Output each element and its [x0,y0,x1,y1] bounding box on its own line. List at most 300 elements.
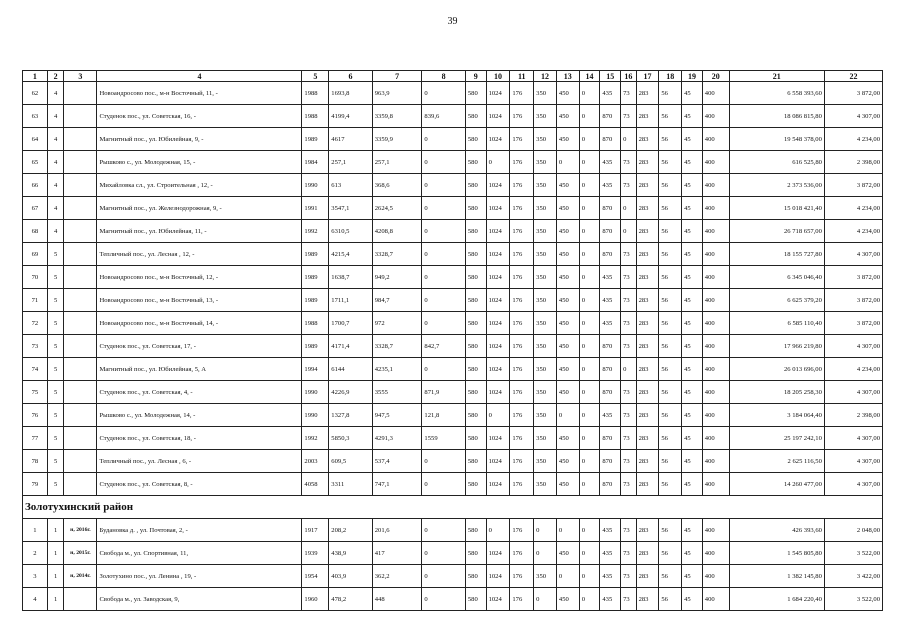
table-cell: 73 [621,450,637,473]
table-cell: 1 [47,565,64,588]
table-cell: 1989 [302,266,329,289]
table-cell: 4617 [329,128,372,151]
column-header: 16 [621,71,637,82]
table-cell: 56 [659,358,682,381]
table-cell: 67 [23,197,48,220]
table-cell: 450 [556,174,579,197]
table-cell: 3 872,00 [824,266,882,289]
table-cell: 450 [556,381,579,404]
table-cell: 56 [659,151,682,174]
table-cell: 1990 [302,174,329,197]
table-cell: 0 [422,197,465,220]
table-cell: 0 [579,404,600,427]
column-header: 3 [64,71,97,82]
table-cell: 73 [621,542,637,565]
table-cell: 350 [534,335,557,358]
table-cell: 73 [621,151,637,174]
table-cell: 2624,5 [372,197,422,220]
table-cell: 0 [486,151,510,174]
table-cell: 73 [621,266,637,289]
table-row [23,565,883,588]
table-cell: 400 [702,473,729,496]
table-cell: 283 [636,450,659,473]
table-cell: 350 [534,151,557,174]
table-cell: 580 [465,358,486,381]
table-cell: 4235,1 [372,358,422,381]
table-cell: 176 [510,312,534,335]
table-cell: 450 [556,289,579,312]
table-cell: 45 [682,588,703,611]
table-cell: 1024 [486,542,510,565]
table-cell [64,588,97,611]
table-cell: 4 [47,105,64,128]
table-cell: 45 [682,358,703,381]
table-cell: 176 [510,519,534,542]
table-cell: 2 398,00 [824,404,882,427]
table-cell: 17 966 219,80 [729,335,824,358]
table-row [23,450,883,473]
table-cell: 56 [659,128,682,151]
table-cell: 1024 [486,381,510,404]
table-cell: 1991 [302,197,329,220]
data-table [22,70,883,611]
table-cell: 0 [579,266,600,289]
table-cell: 0 [579,519,600,542]
table-cell: 176 [510,243,534,266]
table-cell: 450 [556,82,579,105]
table-cell: 3 522,00 [824,588,882,611]
table-cell: 3 872,00 [824,312,882,335]
table-cell: 400 [702,243,729,266]
table-cell: 5 [47,381,64,404]
table-cell: 450 [556,335,579,358]
table-cell: 56 [659,473,682,496]
table-cell: 176 [510,427,534,450]
table-cell: 350 [534,197,557,220]
table-cell: 0 [422,450,465,473]
table-cell: 56 [659,197,682,220]
table-row [23,243,883,266]
table-cell: 1024 [486,266,510,289]
table-cell: 283 [636,358,659,381]
table-cell: Новоандросово пос., м-н Восточный, 11, - [97,82,302,105]
table-cell: 6144 [329,358,372,381]
table-cell: 1989 [302,128,329,151]
table-cell: 68 [23,220,48,243]
table-cell: 580 [465,450,486,473]
table-cell: 870 [600,335,621,358]
table-cell [64,174,97,197]
table-cell: 4 [47,82,64,105]
table-cell: 73 [621,588,637,611]
table-cell: 478,2 [329,588,372,611]
table-cell: 2 048,00 [824,519,882,542]
table-cell: 73 [621,565,637,588]
table-cell: 580 [465,427,486,450]
table-cell: 201,6 [372,519,422,542]
table-cell: 1 [23,519,48,542]
table-cell: 870 [600,128,621,151]
table-cell: 1024 [486,243,510,266]
table-cell: 76 [23,404,48,427]
table-cell: 70 [23,266,48,289]
table-cell: 580 [465,565,486,588]
table-cell: 5 [47,312,64,335]
table-cell: Свобода м., ул. Спортивная, 11, [97,542,302,565]
table-cell: 45 [682,197,703,220]
table-cell [64,128,97,151]
table-cell [64,243,97,266]
table-cell: 1939 [302,542,329,565]
table-cell: 0 [422,174,465,197]
table-cell: 435 [600,266,621,289]
table-cell: Магнитный пос., ул. Юбилейная, 5, А [97,358,302,381]
table-cell: 3 872,00 [824,289,882,312]
table-body-main [23,82,883,496]
table-cell: 1 [47,519,64,542]
table-cell: 45 [682,82,703,105]
table-cell: 283 [636,542,659,565]
table-cell: 400 [702,220,729,243]
table-cell: 2 373 536,00 [729,174,824,197]
table-cell: 4291,3 [372,427,422,450]
table-cell: 580 [465,128,486,151]
table-cell: 45 [682,565,703,588]
table-cell: 5 [47,266,64,289]
table-cell: 400 [702,312,729,335]
table-cell: 362,2 [372,565,422,588]
table-cell: 3 422,00 [824,565,882,588]
table-cell: 283 [636,588,659,611]
table-cell: 450 [556,473,579,496]
table-cell: 0 [579,243,600,266]
table-cell: 1 684 220,40 [729,588,824,611]
table-cell: 448 [372,588,422,611]
table-cell: 1988 [302,82,329,105]
table-cell [64,220,97,243]
table-cell: 56 [659,404,682,427]
table-cell: 5 [47,289,64,312]
table-row [23,105,883,128]
table-cell: 176 [510,565,534,588]
table-cell: 417 [372,542,422,565]
table-cell: 4199,4 [329,105,372,128]
table-cell: 0 [422,565,465,588]
table-cell: 0 [556,519,579,542]
table-cell: 947,5 [372,404,422,427]
table-cell: 283 [636,565,659,588]
table-cell: 1638,7 [329,266,372,289]
table-cell: 45 [682,312,703,335]
table-cell: 4 307,00 [824,105,882,128]
table-cell: 1992 [302,427,329,450]
table-cell: 283 [636,335,659,358]
column-header: 8 [422,71,465,82]
table-cell: 350 [534,243,557,266]
table-cell: 4 [47,174,64,197]
table-cell: 73 [621,404,637,427]
table-cell: 842,7 [422,335,465,358]
table-cell: 0 [486,404,510,427]
table-cell: 45 [682,404,703,427]
section-row [23,496,883,519]
table-cell: 400 [702,519,729,542]
table-cell: 580 [465,404,486,427]
table-cell: 0 [556,404,579,427]
table-cell: 2 625 116,50 [729,450,824,473]
table-cell: 1024 [486,289,510,312]
table-cell: 1990 [302,404,329,427]
table-cell: Студенок пос., ул. Советская, 18, - [97,427,302,450]
table-cell: 4 307,00 [824,427,882,450]
table-cell: 580 [465,243,486,266]
table-cell: 0 [579,450,600,473]
table-cell: 4 234,00 [824,220,882,243]
table-row [23,473,883,496]
table-cell: 1917 [302,519,329,542]
table-cell: 69 [23,243,48,266]
table-cell: 73 [621,289,637,312]
table-cell: 870 [600,243,621,266]
table-cell: 613 [329,174,372,197]
table-cell: 1700,7 [329,312,372,335]
table-cell: 2 [23,542,48,565]
table-cell: 1 [47,542,64,565]
table-cell: 18 086 815,80 [729,105,824,128]
table-cell: 176 [510,473,534,496]
table-cell: 6 558 393,60 [729,82,824,105]
table-cell: 176 [510,289,534,312]
table-cell: 1024 [486,82,510,105]
table-cell: 3359,9 [372,128,422,151]
table-cell: 0 [422,473,465,496]
table-cell: Будановка д. , ул. Почтовая, 2, - [97,519,302,542]
table-cell: 121,8 [422,404,465,427]
table-cell: 400 [702,565,729,588]
table-cell: 64 [23,128,48,151]
table-cell: 1024 [486,588,510,611]
table-cell: 871,9 [422,381,465,404]
table-cell: 400 [702,289,729,312]
table-cell: 56 [659,266,682,289]
table-cell: 1024 [486,427,510,450]
table-cell: 1988 [302,312,329,335]
table-cell: 176 [510,588,534,611]
table-cell: 0 [422,82,465,105]
table-cell: 1024 [486,174,510,197]
table-row [23,128,883,151]
table-cell: 18 155 727,80 [729,243,824,266]
table-cell: 5 [47,450,64,473]
table-row [23,404,883,427]
table-cell: 73 [621,381,637,404]
table-cell: 45 [682,128,703,151]
table-cell: 400 [702,427,729,450]
table-cell: Студенок пос., ул. Советская, 17, - [97,335,302,358]
table-cell: 1327,8 [329,404,372,427]
table-cell: 1 [47,588,64,611]
column-header: 17 [636,71,659,82]
table-cell: 14 260 477,00 [729,473,824,496]
table-cell: 66 [23,174,48,197]
table-cell: 45 [682,519,703,542]
table-cell: 403,9 [329,565,372,588]
table-cell: Студенок пос., ул. Советская, 4, - [97,381,302,404]
table-cell: 580 [465,82,486,105]
table-cell: 870 [600,473,621,496]
table-cell: 0 [534,519,557,542]
column-header: 14 [579,71,600,82]
table-cell: 0 [579,151,600,174]
table-cell: 870 [600,105,621,128]
table-cell: 79 [23,473,48,496]
table-cell [64,358,97,381]
table-cell: 0 [579,381,600,404]
section-title: Золотухинский район [23,496,883,519]
table-cell: 0 [534,542,557,565]
table-cell: 0 [579,427,600,450]
table-cell: 400 [702,542,729,565]
table-cell [64,197,97,220]
table-cell: 972 [372,312,422,335]
table-cell: 283 [636,197,659,220]
table-cell: 4 307,00 [824,335,882,358]
table-cell: 5 [47,335,64,358]
table-cell: 4 307,00 [824,381,882,404]
table-cell: 609,5 [329,450,372,473]
table-row [23,381,883,404]
table-row [23,82,883,105]
table-row [23,289,883,312]
table-cell: 283 [636,128,659,151]
table-cell: 73 [621,243,637,266]
table-cell: 77 [23,427,48,450]
table-row [23,335,883,358]
table-cell: 283 [636,289,659,312]
table-cell: 580 [465,105,486,128]
table-cell: 25 197 242,10 [729,427,824,450]
table-cell: 350 [534,358,557,381]
column-header: 15 [600,71,621,82]
table-cell: 56 [659,542,682,565]
table-cell: 4 [23,588,48,611]
table-cell: 75 [23,381,48,404]
table-cell: 6310,5 [329,220,372,243]
table-cell: 45 [682,266,703,289]
table-cell: 350 [534,82,557,105]
table-cell: 73 [621,105,637,128]
table-cell: 5 [47,243,64,266]
table-cell: 3555 [372,381,422,404]
table-cell: 400 [702,358,729,381]
table-cell: 580 [465,381,486,404]
table-cell: 438,9 [329,542,372,565]
table-cell: 350 [534,312,557,335]
table-cell: 0 [579,197,600,220]
table-cell: 45 [682,243,703,266]
table-cell: 1990 [302,381,329,404]
table-cell: 400 [702,197,729,220]
table-cell: 73 [621,82,637,105]
table-cell: Новоандросово пос., м-н Восточный, 14, - [97,312,302,335]
table-cell: 176 [510,174,534,197]
table-cell [64,151,97,174]
table-cell: 4 307,00 [824,243,882,266]
table-cell: 26 718 657,00 [729,220,824,243]
table-cell: Студенок пос., ул. Советская, 8, - [97,473,302,496]
table-cell: 176 [510,335,534,358]
table-cell: 870 [600,358,621,381]
table-cell: 56 [659,289,682,312]
table-cell: 3 872,00 [824,82,882,105]
table-cell: 1992 [302,220,329,243]
table-cell: Рышково с., ул. Молодежная, 15, - [97,151,302,174]
table-cell: 176 [510,381,534,404]
table-cell: 400 [702,266,729,289]
table-cell: 1954 [302,565,329,588]
table-cell: 78 [23,450,48,473]
table-cell: 56 [659,450,682,473]
table-cell: 870 [600,381,621,404]
table-cell: 283 [636,381,659,404]
table-cell: 350 [534,220,557,243]
table-cell: 870 [600,450,621,473]
table-cell: 400 [702,335,729,358]
table-cell: 283 [636,427,659,450]
table-cell: 350 [534,427,557,450]
table-cell: 450 [556,450,579,473]
table-cell: 435 [600,404,621,427]
table-cell: 283 [636,82,659,105]
table-cell: 870 [600,197,621,220]
table-cell: 73 [621,519,637,542]
table-cell: 4 [47,197,64,220]
table-cell: 176 [510,358,534,381]
table-row [23,266,883,289]
table-cell: 45 [682,381,703,404]
table-cell: Тепличный пос., ул. Лесная , 6, - [97,450,302,473]
table-cell: 283 [636,174,659,197]
table-cell [64,450,97,473]
table-cell: 1024 [486,358,510,381]
table-cell: 580 [465,174,486,197]
table-cell: 0 [579,174,600,197]
table-cell: 5 [47,473,64,496]
table-cell: 4 [47,151,64,174]
table-cell: 56 [659,312,682,335]
table-cell: 0 [422,588,465,611]
table-cell: 6 345 046,40 [729,266,824,289]
table-cell: 0 [579,358,600,381]
table-cell: 73 [621,312,637,335]
column-header: 22 [824,71,882,82]
table-cell: 400 [702,105,729,128]
table-cell: 283 [636,312,659,335]
table-cell [64,335,97,358]
table-cell: 450 [556,358,579,381]
table-cell: 368,6 [372,174,422,197]
table-cell: 73 [621,335,637,358]
table-cell: 73 [621,427,637,450]
table-cell: 3328,7 [372,335,422,358]
table-cell: 3311 [329,473,372,496]
table-cell: 73 [23,335,48,358]
table-cell: Тепличный пос., ул. Лесная , 12, - [97,243,302,266]
column-header: 9 [465,71,486,82]
table-cell: 350 [534,266,557,289]
table-cell: 400 [702,588,729,611]
table-cell: 176 [510,105,534,128]
